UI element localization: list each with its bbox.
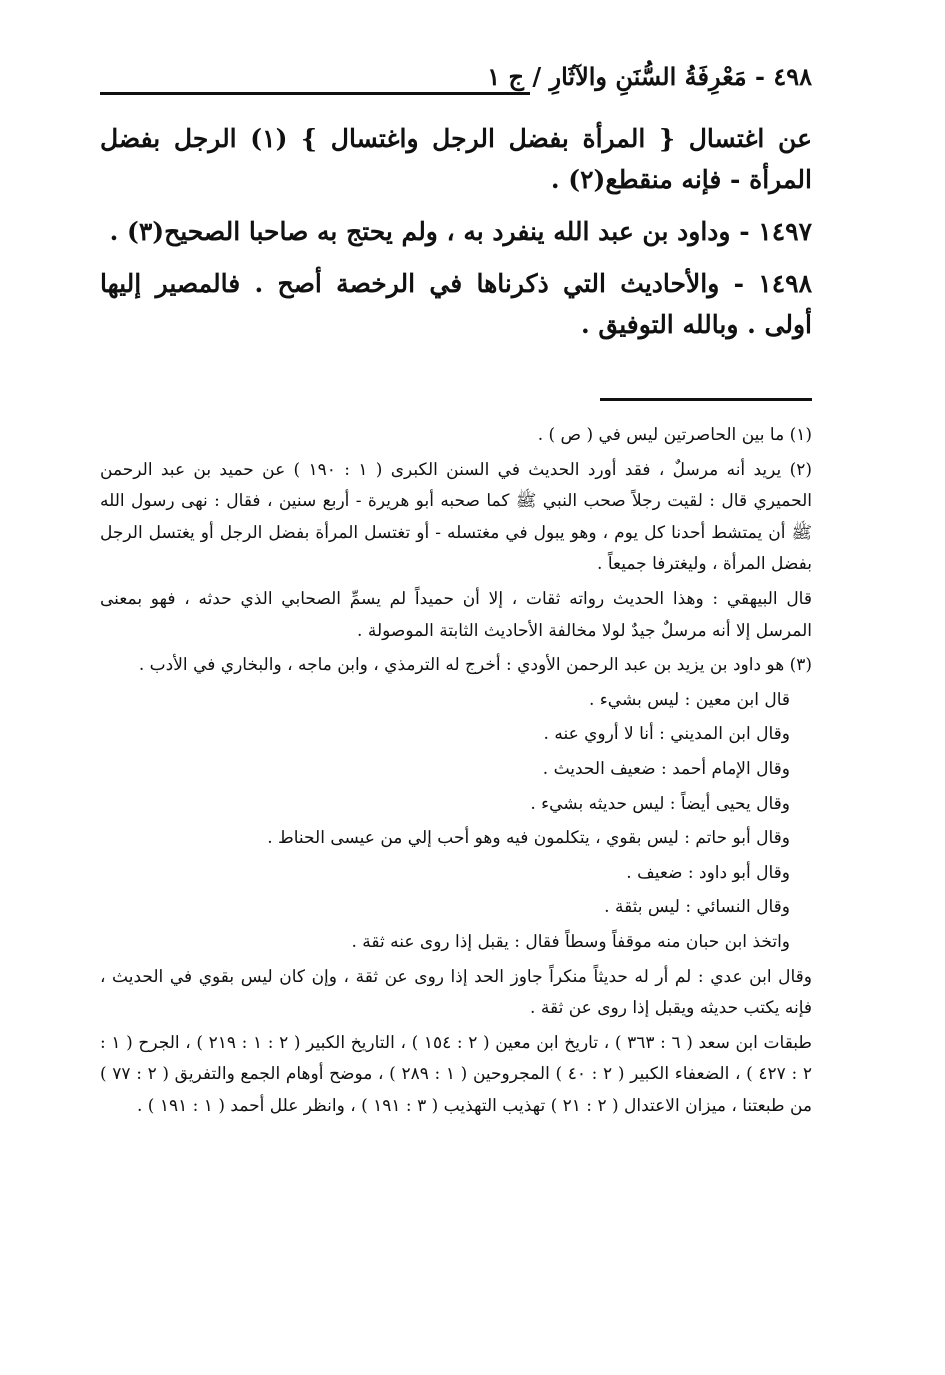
footnote: وقال أبو داود : ضعيف .	[626, 862, 790, 883]
footnote: (٢) يريد أنه مرسلٌ ، فقد أورد الحديث في السنن الكبرى ( ١ : ١٩٠ ) عن حميد بن عبد الرحمن الحميري قال : لقيت رجلاً صحب النبي ﷺ كما صحبه أبو هريرة - أربع سنين ، فقال : نهى رسول الله ﷺ أن يمتشط أحدنا كل يوم ، وهو يبول في مغتسله - أو تغتسل المرأة بفضل الرجل أو يغتسل الرجل بفضل المرأة ، وليغترفا جميعاً .	[100, 459, 812, 575]
footnote: وقال أبو حاتم : ليس بقوي ، يتكلمون فيه وهو أحب إلي من عيسى الحناط .	[267, 828, 790, 849]
footnote: وقال يحيى أيضاً : ليس حديثه بشيء .	[530, 793, 790, 814]
footnote: وقال ابن عدي : لم أر له حديثاً منكراً جاوز الحد إذا روى عن ثقة ، وإن كان ليس بقوي في الحديث ، فإنه يكتب حديثه ويقبل إذا روى عن ثقة .	[100, 966, 812, 1019]
main-paragraph: عن اغتسال { المرأة بفضل الرجل واغتسال } (١) الرجل بفضل المرأة - فإنه منقطع(٢) .	[100, 124, 812, 194]
main-paragraph: ١٤٩٨ - والأحاديث التي ذكرناها في الرخصة أصح . فالمصير إليها أولى . وبالله التوفيق .	[100, 269, 812, 339]
page-header	[100, 58, 812, 98]
header-rule	[100, 92, 530, 95]
footnote: (١) ما بين الحاصرتين ليس في ( ص ) .	[537, 425, 812, 445]
footnote: واتخذ ابن حبان منه موقفاً وسطاً فقال : يقبل إذا روى عنه ثقة .	[351, 931, 790, 952]
footnote: (٣) هو داود بن يزيد بن عبد الرحمن الأودي : أخرج له الترمذي ، وابن ماجه ، والبخاري في الأدب .	[138, 655, 812, 676]
footnote: وقال ابن المديني : أنا لا أروي عنه .	[543, 724, 790, 745]
footnotes	[100, 420, 812, 1125]
footnote-separator	[600, 398, 812, 401]
main-text	[100, 118, 812, 356]
running-title: ٤٩٨ - مَعْرِفَةُ السُّنَنِ والآثَارِ / ج ١	[487, 62, 812, 91]
footnote: قال ابن معين : ليس بشيء .	[588, 689, 790, 710]
footnote: وقال الإمام أحمد : ضعيف الحديث .	[542, 758, 790, 779]
footnote: قال البيهقي : وهذا الحديث رواته ثقات ، إلا أن حميداً لم يسمِّ الصحابي الذي حدثه ، فهو بمعنى المرسل إلا أنه مرسلٌ جيدٌ لولا مخالفة الأحاديث الثابتة الموصولة .	[100, 588, 812, 641]
footnote: وقال النسائي : ليس بثقة .	[604, 897, 790, 918]
main-paragraph: ١٤٩٧ - وداود بن عبد الله ينفرد به ، ولم يحتج به صاحبا الصحيح(٣) .	[109, 217, 812, 246]
footnote: طبقات ابن سعد ( ٦ : ٣٦٣ ) ، تاريخ ابن معين ( ٢ : ١٥٤ ) ، التاريخ الكبير ( ٢ : ١ : ٢١٩ ) ، الجرح ( ١ : ٢ : ٤٢٧ ) ، الضعفاء الكبير ( ٢ : ٤٠ ) المجروحين ( ١ : ٢٨٩ ) ، موضح أوهام الجمع والتفريق ( ٢ : ٧٧ ) من طبعتنا ، ميزان الاعتدال ( ٢ : ٢١ ) تهذيب التهذيب ( ٣ : ١٩١ ) ، وانظر علل أحمد ( ١ : ١٩١ ) .	[100, 1032, 812, 1116]
